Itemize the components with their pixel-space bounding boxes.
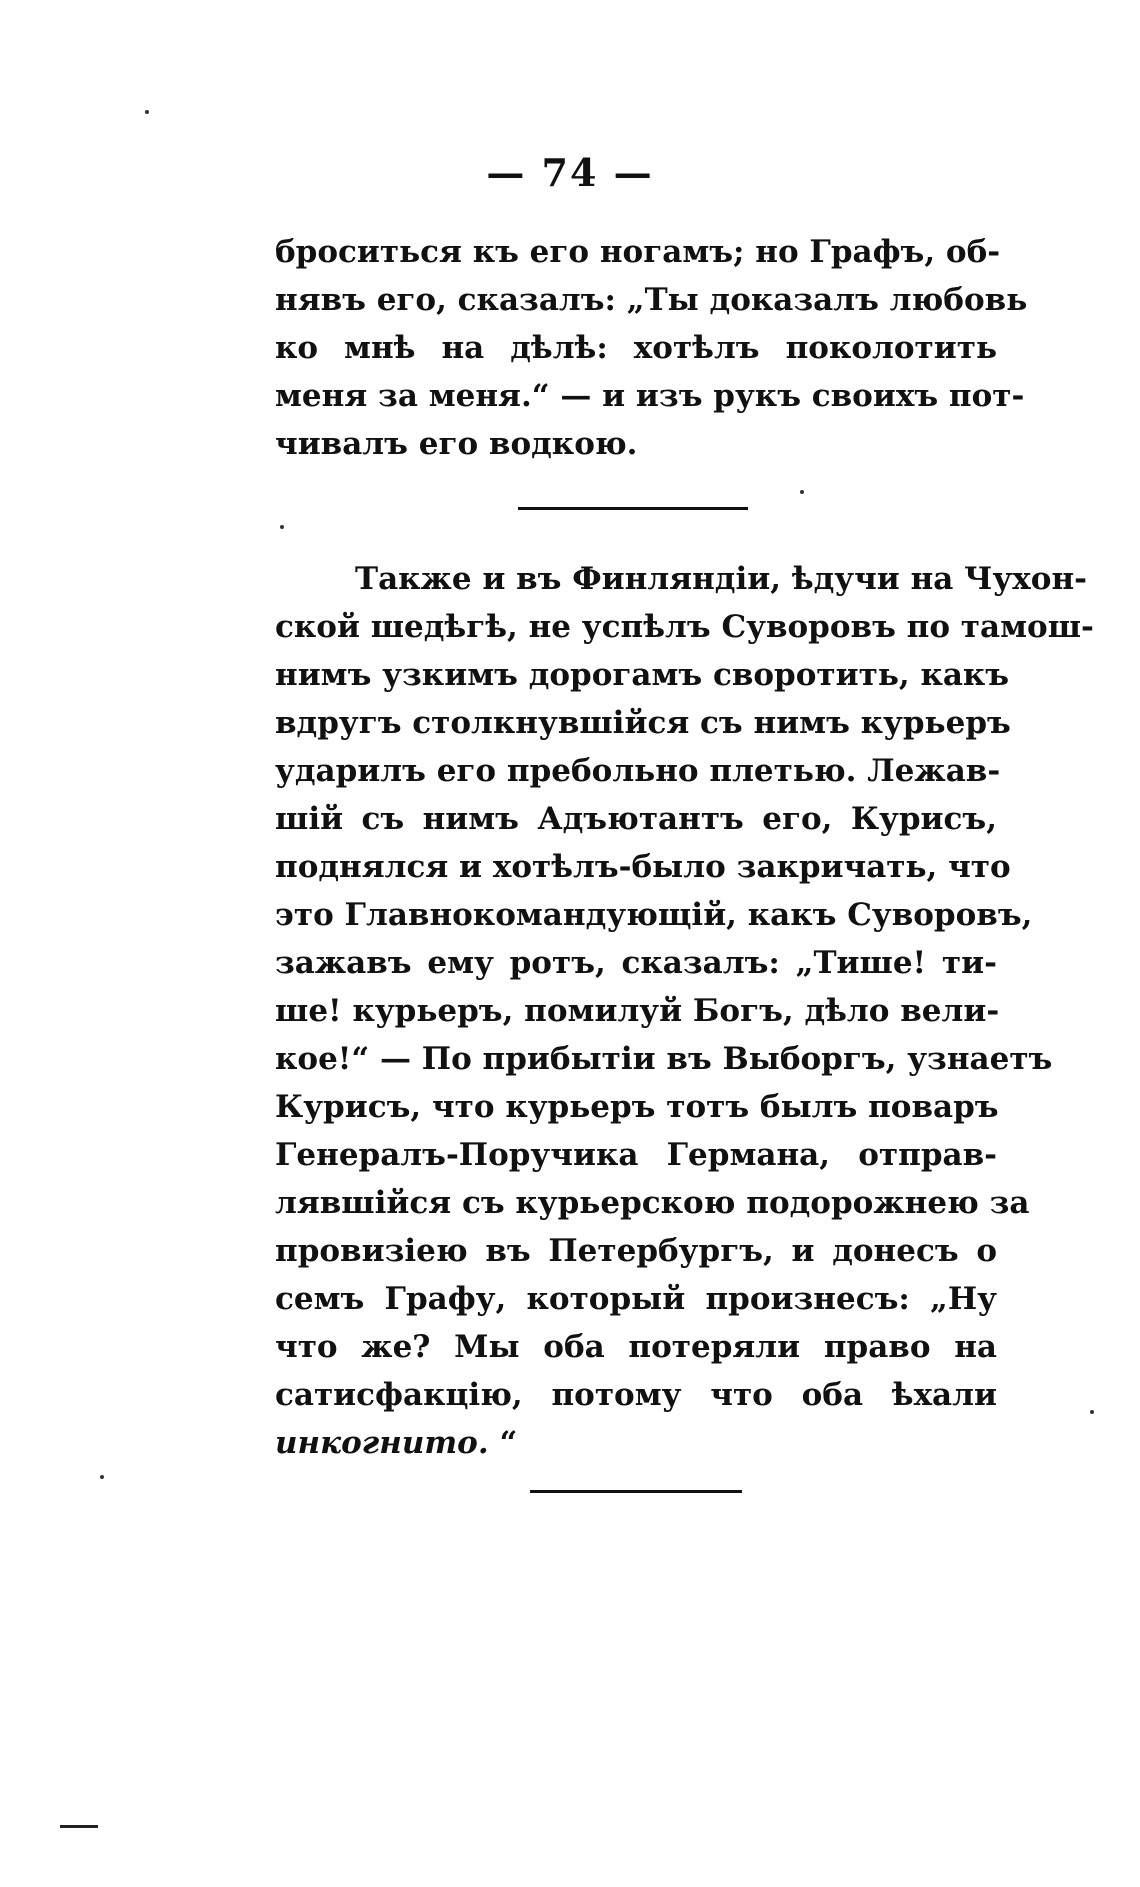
text-line: лявшійся съ курьерскою подорожнею за: [275, 1185, 1030, 1221]
italic-word: инкогнито.: [275, 1425, 489, 1461]
scan-speck: [800, 490, 804, 494]
text-line: меня за меня.“ — и изъ рукъ своихъ пот-: [275, 378, 1025, 414]
text-line: поднялся и хотѣлъ-было закричать, что: [275, 849, 1011, 885]
text-line: провизіею въ Петербургъ, и донесъ о: [275, 1233, 997, 1269]
text-line: нимъ узкимъ дорогамъ своротить, какъ: [275, 657, 1010, 693]
text-line: нявъ его, сказалъ: „Ты доказалъ любовь: [275, 282, 1028, 318]
end-divider: [530, 1490, 742, 1493]
scan-speck: [280, 525, 284, 529]
paragraph-1: [275, 228, 1028, 468]
text-line: зажавъ ему ротъ, сказалъ: „Тише! ти-: [275, 945, 997, 981]
text-line: семъ Графу, который произнесъ: „Ну: [275, 1281, 997, 1317]
scan-edge-mark: [60, 1825, 98, 1828]
closing-quote: “: [499, 1425, 518, 1461]
text-line: это Главнокомандующій, какъ Суворовъ,: [275, 897, 1033, 933]
text-line: Генералъ-Поручика Германа, отправ-: [275, 1137, 997, 1173]
text-line: броситься къ его ногамъ; но Графъ, об-: [275, 234, 1001, 270]
page-number: — 74 —: [486, 150, 654, 195]
text-line: чивалъ его водкою.: [275, 426, 638, 462]
text-line: Также и въ Финляндіи, ѣдучи на Чухон-: [355, 561, 1088, 597]
text-line: ко мнѣ на дѣлѣ: хотѣлъ поколотить: [275, 330, 997, 366]
text-line: сатисфакцію, потому что оба ѣхали: [275, 1377, 997, 1413]
scan-speck: [1090, 1410, 1094, 1414]
paragraph-2: [275, 555, 1094, 1467]
text-line: Курисъ, что курьеръ тотъ былъ поваръ: [275, 1089, 999, 1125]
section-divider: [518, 507, 748, 510]
text-line: вдругъ столкнувшійся съ нимъ курьеръ: [275, 705, 1011, 741]
text-line: кое!“ — По прибытіи въ Выборгъ, узнаетъ: [275, 1041, 1053, 1077]
scan-speck: [145, 110, 149, 114]
text-line: шій съ нимъ Адъютантъ его, Курисъ,: [275, 801, 997, 837]
text-line: ской шедѣгѣ, не успѣлъ Суворовъ по тамош-: [275, 609, 1094, 645]
text-line: ше! курьеръ, помилуй Богъ, дѣло вели-: [275, 993, 1000, 1029]
text-line-final: [275, 1419, 997, 1467]
text-line: что же? Мы оба потеряли право на: [275, 1329, 997, 1365]
text-line: ударилъ его пребольно плетью. Лежав-: [275, 753, 1001, 789]
scan-speck: [100, 1475, 104, 1479]
